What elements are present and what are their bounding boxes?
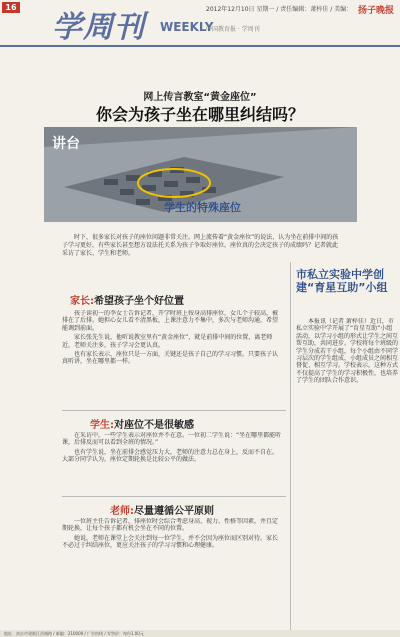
section-tag: 老师:	[110, 506, 134, 517]
section-heading: 尽量遵循公平原则	[134, 506, 214, 517]
newspaper-logo: 扬子晚报	[357, 6, 394, 16]
issue-meta: 2012年12月10日 星期一 / 责任编辑：萧梓佳 / 美编：	[206, 6, 353, 13]
section-body-teachers	[62, 518, 282, 626]
column-divider	[290, 262, 291, 630]
paragraph: 孩子读初一的李女士告诉记者，开学时班上按身高排座位，女儿个子较高，被排在了后排。她担心女儿看不清黑板，上课注意力不集中，多次与老师沟通，希望能调到前面。	[62, 310, 279, 332]
section-title-teachers	[110, 502, 214, 517]
paragraph: 也有家长表示，座位只是一方面，关键还是孩子自己的学习习惯。只要孩子认真听讲，坐在哪里都一样。	[62, 351, 279, 366]
section-heading: 希望孩子坐个好位置	[94, 296, 184, 307]
section-tag: 学生:	[90, 420, 114, 431]
section-heading: 对座位不是很敏感	[114, 420, 194, 431]
section-divider	[62, 496, 286, 497]
header-rule	[0, 45, 400, 47]
paragraph: 在采访中，一些学生表示对座位并不在意。一位初二学生说：“坐在哪里都能听课，后排反而可以看到全班的情况。”	[62, 432, 282, 447]
classroom-photo	[44, 127, 357, 222]
section-tag: 家长:	[70, 296, 94, 307]
paragraph: 她说，老师在课堂上会关注到每一位学生，并不会因为座位而区别对待。家长不必过于纠结座位，更应关注孩子的学习习惯和心理健康。	[62, 534, 279, 550]
article-intro: 时下，很多家长对孩子的座位问题非常关注。网上流传着“黄金座位”的说法，认为坐在前排中间的孩子学习更好，有些家长甚至想方设法托关系为孩子争取好座位。座位真的会决定孩子的成绩吗？记者就此采访了家长、学生和老师。	[62, 234, 339, 257]
weekly-label: WEEKLY	[160, 20, 214, 34]
section-title-parents	[70, 292, 184, 307]
paragraph: 一位班主任告诉记者，排座位时会综合考虑身高、视力、性格等因素，并且定期轮换，让每个孩子都有机会坐在不同的位置。	[62, 518, 279, 533]
photo-caption-podium: 讲台	[52, 136, 80, 152]
issue-meta-secondary: 中国教育报 · 学周刊	[206, 26, 260, 33]
section-divider	[62, 410, 286, 411]
sidebar-body: 本报讯（记者 萧梓佳）近日，市私立实验中学开展了“育星互助”小组活动，以学习小组的形式让学生之间互帮互助，共同进步。学校将每个班级的学生分成若干小组，每个小组由不同学习层次的学生组成，小组成员之间相互督促、相互学习。学校表示，这种方式不仅提高了学生的学习积极性，也培养了学生的团队合作意识。	[296, 318, 398, 385]
section-title-students	[90, 416, 194, 431]
article-kicker: 网上传言教室“黄金座位”	[143, 92, 257, 103]
paragraph: 也有学生说，坐在前排会感觉压力大，老师的注意力总在身上，反而不自在。大部分同学认为，座位定期轮换是比较公平的做法。	[62, 448, 279, 464]
paragraph: 家长张先生说，他听说教室里有“黄金座位”，就是前排中间的位置，离老师近，老师关注多，孩子学习会更认真。	[62, 334, 273, 349]
photo-caption-seats: 学生的特殊座位	[164, 201, 241, 214]
article-headline: 你会为孩子坐在哪里纠结吗？	[95, 105, 304, 124]
section-body-parents	[62, 310, 282, 406]
section-body-students	[62, 432, 282, 492]
section-masthead: 学周刊	[52, 10, 145, 45]
page-header	[0, 0, 400, 48]
page-footer: 地址：南京市建邺区西城路 / 邮编：210000 / 广告热线 / 零售价：每份1.00元	[0, 630, 400, 637]
sidebar-headline: 市私立实验中学创建“育星互助”小组	[296, 268, 388, 294]
page-number: 16	[2, 2, 20, 13]
